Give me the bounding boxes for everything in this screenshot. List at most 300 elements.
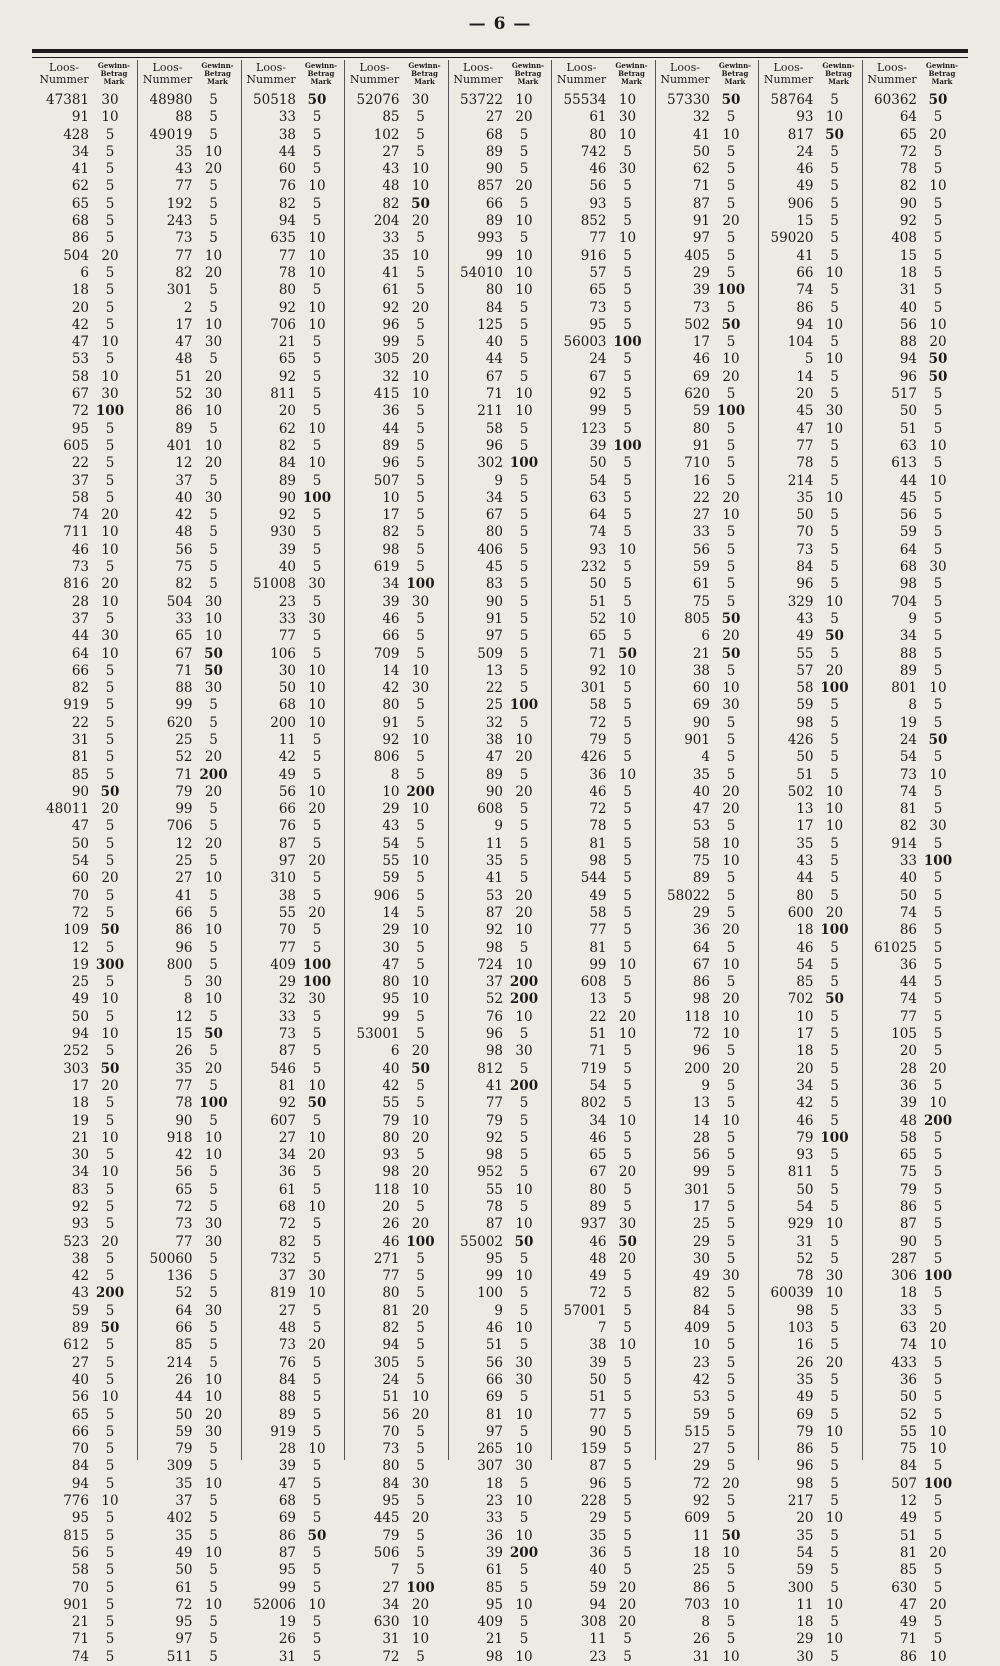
table-row (862, 646, 965, 663)
ticket-number: 87 (278, 835, 296, 852)
prize-amount: 50 (721, 1527, 741, 1544)
ticket-number: 100 (477, 1285, 503, 1302)
table-row (759, 611, 862, 628)
ticket-number: 41 (485, 1077, 503, 1094)
prize-amount: 5 (416, 334, 425, 351)
table-row (345, 1182, 448, 1199)
table-row (862, 1476, 965, 1493)
ticket-number: 77 (278, 939, 296, 956)
ticket-number: 44 (71, 628, 89, 645)
table-row (862, 559, 965, 576)
prize-amount: 5 (416, 939, 425, 956)
prize-amount: 10 (722, 1112, 740, 1129)
ticket-number: 77 (382, 1268, 400, 1285)
prize-amount: 5 (830, 939, 839, 956)
ticket-number: 265 (477, 1441, 503, 1458)
table-row (241, 749, 344, 766)
prize-amount: 5 (312, 766, 322, 783)
table-row (759, 1337, 862, 1354)
table-row (552, 1372, 655, 1389)
ticket-number: 25 (71, 974, 89, 991)
table-row (448, 836, 551, 853)
ticket-number: 78 (899, 161, 917, 178)
table-row (552, 524, 655, 541)
table-row (552, 351, 655, 368)
prize-amount: 5 (519, 714, 529, 731)
ticket-number: 44 (382, 420, 400, 437)
table-row (345, 1597, 448, 1614)
prize-amount: 5 (726, 264, 736, 281)
prize-amount: 100 (302, 956, 332, 973)
prize-amount: 5 (519, 420, 529, 437)
table-row (345, 109, 448, 126)
table-row (862, 576, 965, 593)
table-row (448, 663, 551, 680)
ticket-number: 74 (589, 524, 607, 541)
ticket-number: 89 (485, 766, 503, 783)
prize-amount: 5 (933, 1579, 943, 1596)
prize-amount: 10 (618, 92, 637, 108)
table-row (345, 1493, 448, 1510)
ticket-number: 86 (899, 922, 917, 939)
ticket-number: 18 (796, 1043, 814, 1060)
table-row (138, 732, 241, 749)
ticket-number: 92 (278, 368, 296, 385)
table-row (448, 178, 551, 195)
ticket-number: 45 (485, 559, 503, 576)
table-row (759, 1234, 862, 1251)
prize-amount: 10 (929, 316, 947, 333)
table-row (759, 1043, 862, 1060)
table-row (241, 317, 344, 334)
prize-amount: 5 (105, 178, 115, 195)
ticket-number: 87 (278, 1544, 296, 1561)
table-row (862, 922, 965, 939)
ticket-number: 9 (701, 1077, 710, 1094)
ticket-number: 36 (382, 403, 400, 420)
ticket-number: 14 (382, 904, 400, 921)
prize-amount: 50 (928, 92, 948, 108)
prize-amount: 50 (307, 92, 327, 108)
table-row (34, 248, 137, 265)
prize-amount: 5 (933, 420, 943, 437)
prize-amount: 5 (209, 1337, 218, 1354)
prize-amount: 5 (519, 662, 529, 679)
header-ticket-number: Loos- Nummer (867, 61, 917, 86)
prize-amount: 5 (830, 299, 839, 316)
prize-amount: 100 (199, 1095, 228, 1112)
table-row (862, 1216, 965, 1233)
prize-amount: 20 (618, 1596, 637, 1613)
table-row (138, 680, 241, 697)
prize-amount: 5 (830, 870, 839, 887)
prize-amount: 5 (623, 1095, 632, 1112)
ticket-number: 857 (477, 178, 503, 195)
ticket-number: 59 (692, 403, 710, 420)
prize-amount: 5 (209, 1614, 218, 1631)
prize-amount: 5 (623, 1268, 632, 1285)
prize-amount: 5 (726, 230, 736, 247)
prize-amount: 10 (929, 1423, 947, 1440)
table-row (759, 248, 862, 265)
ticket-number: 35 (589, 1527, 607, 1544)
ticket-number: 82 (899, 178, 917, 195)
prize-amount: 5 (416, 420, 425, 437)
table-row (34, 213, 137, 230)
ticket-number: 55 (899, 1423, 917, 1440)
prize-amount: 5 (519, 1250, 529, 1267)
table-row (34, 1441, 137, 1458)
table-row (138, 1614, 241, 1631)
prize-amount: 5 (519, 835, 529, 852)
prize-amount: 5 (105, 1371, 115, 1388)
table-row (448, 1268, 551, 1285)
ticket-number: 61 (485, 1562, 503, 1579)
prize-amount: 5 (416, 126, 425, 143)
ticket-number: 81 (278, 1077, 296, 1094)
ticket-number: 92 (382, 299, 400, 316)
table-row (759, 784, 862, 801)
ticket-number: 77 (278, 247, 296, 264)
prize-amount: 10 (722, 351, 740, 368)
table-row (241, 1285, 344, 1302)
prize-amount: 20 (411, 1406, 430, 1423)
ticket-number: 74 (796, 282, 814, 299)
ticket-number: 94 (589, 1596, 607, 1613)
ticket-number: 36 (278, 1164, 296, 1181)
table-row (138, 940, 241, 957)
table-row (448, 594, 551, 611)
table-row (655, 749, 758, 766)
table-row (241, 818, 344, 835)
ticket-number: 92 (589, 386, 607, 403)
prize-amount: 5 (105, 887, 115, 904)
table-row (552, 1458, 655, 1475)
prize-amount: 10 (722, 1544, 740, 1561)
prize-amount: 5 (830, 1579, 839, 1596)
table-row (862, 1199, 965, 1216)
table-row (138, 559, 241, 576)
ticket-number: 79 (796, 1129, 814, 1146)
ticket-number: 52 (589, 610, 607, 627)
ticket-number: 28 (692, 1129, 710, 1146)
table-row (655, 1095, 758, 1112)
prize-amount: 5 (623, 299, 632, 316)
table-row (552, 109, 655, 126)
prize-amount: 100 (923, 1268, 953, 1285)
prize-amount: 10 (204, 1129, 223, 1146)
table-row (655, 767, 758, 784)
ticket-number: 20 (278, 403, 296, 420)
ticket-number: 72 (175, 1596, 193, 1613)
table-row (862, 1389, 965, 1406)
table-row (655, 922, 758, 939)
table-row (34, 663, 137, 680)
table-row (552, 282, 655, 299)
prize-amount: 20 (204, 783, 223, 800)
table-row (862, 524, 965, 541)
prize-amount: 5 (726, 1631, 736, 1648)
ticket-number: 82 (382, 195, 400, 212)
table-row (655, 317, 758, 334)
ticket-number: 65 (175, 628, 193, 645)
prize-amount: 10 (929, 766, 947, 783)
table-row (862, 403, 965, 420)
prize-amount: 5 (933, 109, 943, 126)
prize-amount: 10 (101, 1389, 119, 1406)
ticket-number: 91 (382, 714, 400, 731)
table-row (345, 767, 448, 784)
table-row (655, 888, 758, 905)
prize-amount: 5 (830, 1302, 839, 1319)
ticket-number: 36 (899, 956, 917, 973)
prize-amount: 5 (519, 195, 529, 212)
table-row (241, 282, 344, 299)
ticket-number: 30 (692, 1250, 710, 1267)
prize-amount: 5 (312, 1043, 322, 1060)
prize-amount: 5 (416, 749, 425, 766)
ticket-number: 79 (899, 1181, 917, 1198)
table-row (655, 611, 758, 628)
table-row (655, 1285, 758, 1302)
table-row (759, 559, 862, 576)
prize-amount: 100 (716, 403, 746, 420)
ticket-number: 68 (278, 697, 296, 714)
table-row (552, 974, 655, 991)
prize-amount: 5 (623, 1510, 632, 1527)
prize-amount: 100 (820, 1129, 849, 1146)
table-row (345, 940, 448, 957)
prize-amount: 10 (308, 1129, 326, 1146)
ticket-number: 23 (485, 1493, 503, 1510)
prize-amount: 10 (618, 1337, 637, 1354)
prize-amount: 5 (933, 541, 943, 558)
prize-amount: 10 (411, 368, 430, 385)
ticket-number: 65 (589, 282, 607, 299)
table-row (34, 230, 137, 247)
table-row (655, 1493, 758, 1510)
prize-amount: 5 (209, 1181, 218, 1198)
prize-amount: 5 (623, 870, 632, 887)
prize-amount: 5 (312, 386, 322, 403)
prize-amount: 5 (312, 1233, 322, 1250)
table-row (552, 161, 655, 178)
prize-amount: 5 (105, 143, 115, 160)
ticket-number: 96 (899, 368, 917, 385)
prize-amount: 5 (933, 143, 943, 160)
ticket-number: 85 (382, 109, 400, 126)
ticket-number: 69 (692, 368, 710, 385)
ticket-number: 29 (796, 1631, 814, 1648)
ticket-number: 39 (278, 1458, 296, 1475)
prize-amount: 10 (308, 264, 326, 281)
prize-amount: 5 (623, 1181, 632, 1198)
table-row (759, 991, 862, 1008)
ticket-number: 61 (175, 1579, 193, 1596)
prize-amount: 5 (105, 1614, 115, 1631)
prize-amount: 5 (933, 576, 943, 593)
prize-amount: 5 (933, 1077, 943, 1094)
table-row (759, 646, 862, 663)
table-row (241, 369, 344, 386)
ticket-number: 31 (899, 282, 917, 299)
ticket-number: 53 (485, 887, 503, 904)
ticket-number: 77 (485, 1095, 503, 1112)
ticket-number: 61 (692, 576, 710, 593)
table-row (345, 1389, 448, 1406)
prize-amount: 5 (623, 247, 632, 264)
ticket-number: 50 (589, 576, 607, 593)
header-prize-amount: Gewinn- Betrag Mark (408, 61, 441, 86)
prize-amount: 5 (519, 1095, 529, 1112)
table-row (759, 144, 862, 161)
table-row (552, 1545, 655, 1562)
ticket-number: 66 (485, 1371, 503, 1388)
table-row (655, 1164, 758, 1181)
prize-amount: 5 (726, 939, 736, 956)
ticket-number: 33 (899, 853, 917, 870)
ticket-number: 18 (796, 1614, 814, 1631)
prize-amount: 10 (825, 489, 844, 506)
prize-amount: 5 (209, 853, 218, 870)
ticket-number: 15 (796, 213, 814, 230)
ticket-number: 916 (580, 247, 607, 264)
ticket-number: 125 (477, 316, 503, 333)
table-row (862, 1355, 965, 1372)
table-row (759, 1078, 862, 1095)
ticket-number: 67 (71, 386, 89, 403)
ticket-number: 41 (175, 887, 193, 904)
ticket-number: 72 (692, 1026, 710, 1043)
table-row (552, 1182, 655, 1199)
prize-amount: 10 (204, 403, 223, 420)
table-row (34, 1061, 137, 1078)
ticket-number: 95 (382, 991, 400, 1008)
ticket-number: 37 (175, 472, 193, 489)
ticket-number: 99 (382, 334, 400, 351)
prize-amount: 20 (722, 922, 740, 939)
table-row (241, 1458, 344, 1475)
table-row (138, 1078, 241, 1095)
table-row (34, 1493, 137, 1510)
ticket-number: 70 (71, 887, 89, 904)
prize-amount: 5 (830, 1043, 839, 1060)
table-row (552, 1476, 655, 1493)
prize-amount: 5 (726, 386, 736, 403)
table-row (345, 282, 448, 299)
prize-amount: 5 (312, 887, 322, 904)
ticket-number: 919 (63, 697, 89, 714)
ticket-number: 86 (692, 974, 710, 991)
table-row (345, 92, 448, 109)
table-row (552, 1337, 655, 1354)
ticket-number: 34 (278, 1147, 296, 1164)
ticket-number: 29 (382, 801, 400, 818)
table-row (448, 870, 551, 887)
table-row (345, 818, 448, 835)
ticket-number: 18 (692, 1544, 710, 1561)
ticket-number: 77 (899, 1008, 917, 1025)
table-row (552, 542, 655, 559)
ticket-number: 77 (175, 1233, 193, 1250)
ticket-number: 50 (899, 1389, 917, 1406)
prize-amount: 5 (105, 351, 115, 368)
ticket-number: 73 (175, 230, 193, 247)
prize-amount: 20 (722, 368, 740, 385)
table-row (448, 1407, 551, 1424)
ticket-number: 49 (71, 991, 89, 1008)
table-row (34, 991, 137, 1008)
ticket-number: 64 (175, 1302, 193, 1319)
table-row (448, 1078, 551, 1095)
prize-amount: 5 (416, 835, 425, 852)
table-row (138, 1355, 241, 1372)
prize-amount: 5 (726, 524, 736, 541)
table-row (241, 974, 344, 991)
prize-amount: 5 (416, 403, 425, 420)
table-row (241, 127, 344, 144)
ticket-number: 32 (485, 714, 503, 731)
ticket-number: 87 (485, 1216, 503, 1233)
ticket-number: 41 (485, 870, 503, 887)
prize-amount: 5 (312, 541, 322, 558)
prize-amount: 5 (623, 195, 632, 212)
ticket-number: 78 (796, 455, 814, 472)
table-row (759, 1026, 862, 1043)
prize-amount: 5 (726, 714, 736, 731)
ticket-number: 66 (485, 195, 503, 212)
table-row (759, 853, 862, 870)
prize-amount: 5 (726, 766, 736, 783)
ticket-number: 80 (382, 974, 400, 991)
table-row (345, 369, 448, 386)
ticket-number: 93 (796, 1147, 814, 1164)
table-row (138, 1113, 241, 1130)
ticket-number: 81 (899, 801, 917, 818)
prize-amount: 5 (519, 559, 529, 576)
prize-amount: 30 (204, 1423, 223, 1440)
prize-amount: 5 (830, 1008, 839, 1025)
table-row (448, 524, 551, 541)
prize-amount: 10 (204, 1475, 223, 1492)
ticket-number: 29 (692, 904, 710, 921)
prize-amount: 5 (830, 645, 839, 662)
prize-amount: 5 (830, 1389, 839, 1406)
prize-amount: 5 (312, 1562, 322, 1579)
table-row (862, 109, 965, 126)
table-row (655, 1234, 758, 1251)
prize-amount: 200 (923, 1112, 953, 1129)
table-row (241, 576, 344, 593)
prize-amount: 20 (204, 1060, 223, 1077)
table-row (241, 1355, 344, 1372)
ticket-number: 11 (692, 1527, 710, 1544)
prize-amount: 5 (623, 939, 632, 956)
ticket-number: 29 (382, 922, 400, 939)
prize-amount: 5 (933, 1250, 943, 1267)
ticket-number: 428 (63, 126, 89, 143)
ticket-number: 66 (71, 662, 89, 679)
prize-amount: 5 (623, 1285, 632, 1302)
ticket-number: 56 (175, 541, 193, 558)
prize-amount: 5 (312, 195, 322, 212)
prize-amount: 5 (933, 1285, 943, 1302)
table-row (759, 334, 862, 351)
ticket-number: 49 (589, 1268, 607, 1285)
table-row (138, 178, 241, 195)
prize-amount: 5 (933, 1510, 943, 1527)
table-row (34, 974, 137, 991)
